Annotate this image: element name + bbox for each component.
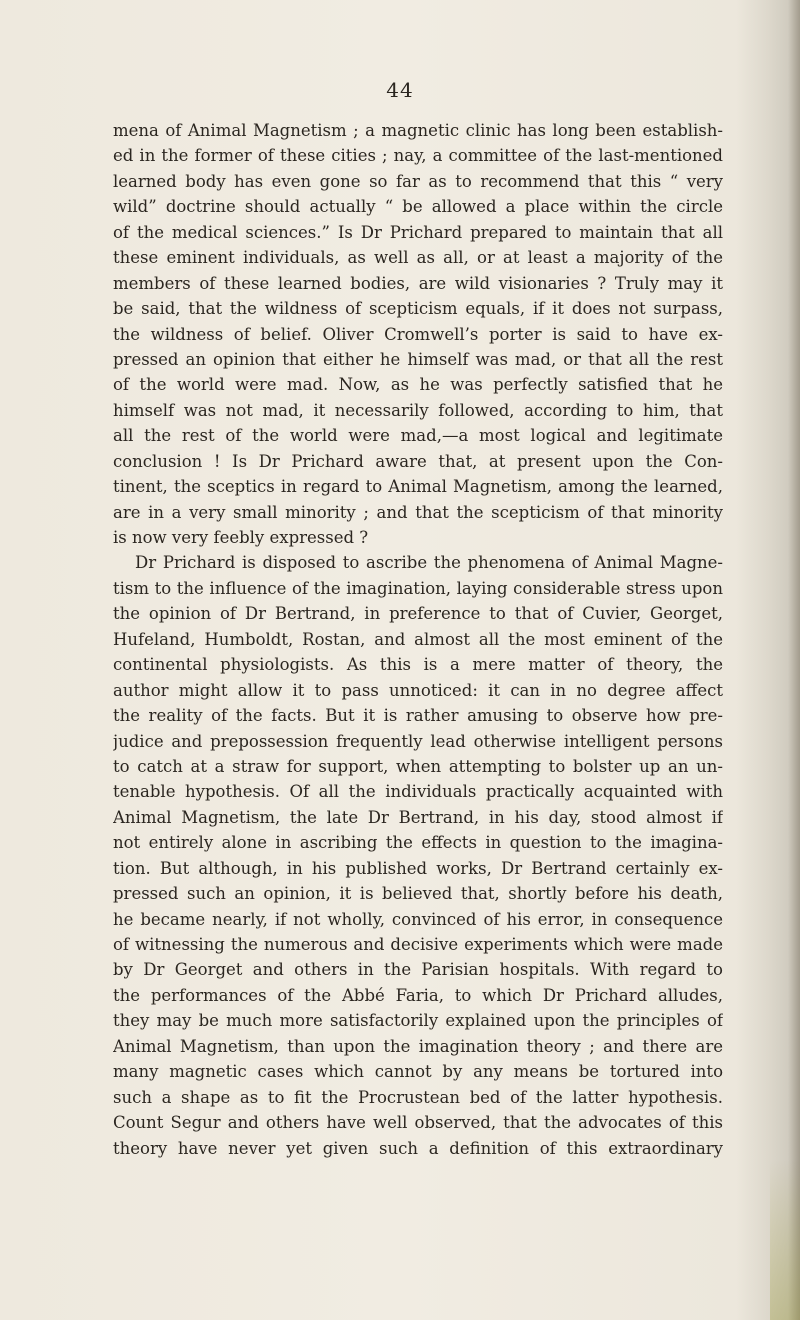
page-corner-stain xyxy=(770,1160,800,1320)
text-line: to catch at a straw for support, when attempting to bolster up an un- xyxy=(113,756,723,776)
text-line: of the medical sciences.” Is Dr Prichard prepared to maintain that all xyxy=(113,222,723,242)
text-line: Count Segur and others have well observed, that the advocates of this xyxy=(113,1113,723,1133)
text-line: these eminent individuals, as well as all, or at least a majority of the xyxy=(113,248,723,268)
text-line: judice and prepossession frequently lead otherwise intelligent persons xyxy=(113,731,723,751)
text-line: pressed such an opinion, it is believed that, shortly before his death, xyxy=(113,884,723,904)
text-line: is now very feebly expressed ? xyxy=(113,528,369,547)
text-line: he became nearly, if not wholly, convinced of his error, in consequence xyxy=(113,909,723,929)
body-text xyxy=(113,118,723,1161)
text-line: tenable hypothesis. Of all the individuals practically acquainted with xyxy=(113,782,723,802)
text-line: author might allow it to pass unnoticed: it can in no degree affect xyxy=(113,680,723,700)
text-line: Hufeland, Humboldt, Rostan, and almost all the most eminent of the xyxy=(113,629,723,649)
text-line: by Dr Georget and others in the Parisian hospitals. With regard to xyxy=(113,960,723,980)
text-line: of the world were mad. Now, as he was perfectly satisfied that he xyxy=(113,375,723,395)
text-line: the opinion of Dr Bertrand, in preference to that of Cuvier, Georget, xyxy=(113,604,723,624)
text-line: are in a very small minority ; and that the scepticism of that minority xyxy=(113,502,723,522)
text-line: tion. But although, in his published works, Dr Bertrand certainly ex- xyxy=(113,858,723,878)
text-line: pressed an opinion that either he himself was mad, or that all the rest xyxy=(113,349,723,369)
text-line: ed in the former of these cities ; nay, a committee of the last-mentioned xyxy=(113,146,723,166)
text-line: mena of Animal Magnetism ; a magnetic clinic has long been establish- xyxy=(113,121,723,140)
text-line: they may be much more satisfactorily explained upon the principles of xyxy=(113,1011,723,1031)
page-number: 44 xyxy=(386,78,414,102)
text-line: theory have never yet given such a definition of this extraordinary xyxy=(113,1138,723,1158)
page-edge-shadow xyxy=(788,0,800,1320)
text-line: such a shape as to fit the Procrustean bed of the latter hypothesis. xyxy=(113,1087,723,1107)
text-line: not entirely alone in ascribing the effects in question to the imagina- xyxy=(113,833,723,853)
text-line: the wildness of belief. Oliver Cromwell’s porter is said to have ex- xyxy=(113,324,723,344)
text-line: continental physiologists. As this is a mere matter of theory, the xyxy=(113,655,723,675)
text-line: Animal Magnetism, the late Dr Bertrand, in his day, stood almost if xyxy=(113,807,723,827)
text-line: himself was not mad, it necessarily followed, according to him, that xyxy=(113,400,723,420)
text-line: be said, that the wildness of scepticism equals, if it does not surpass, xyxy=(113,299,723,319)
text-line: Animal Magnetism, than upon the imagination theory ; and there are xyxy=(113,1036,723,1056)
text-line: learned body has even gone so far as to recommend that this “ very xyxy=(113,171,723,191)
text-line: members of these learned bodies, are wild visionaries ? Truly may it xyxy=(113,273,723,293)
text-line: wild” doctrine should actually “ be allowed a place within the circle xyxy=(113,197,723,217)
text-line: tinent, the sceptics in regard to Animal Magnetism, among the learned, xyxy=(113,477,723,497)
text-line: all the rest of the world were mad,—a most logical and legitimate xyxy=(113,426,723,446)
text-line: many magnetic cases which cannot by any means be tortured into xyxy=(113,1062,723,1082)
text-line: of witnessing the numerous and decisive experiments which were made xyxy=(113,935,723,954)
text-line: tism to the influence of the imagination, laying considerable stress upon xyxy=(113,578,723,598)
text-line: the performances of the Abbé Faria, to which Dr Prichard alludes, xyxy=(113,985,723,1005)
text-line: conclusion ! Is Dr Prichard aware that, at present upon the Con- xyxy=(113,451,723,471)
text-line: Dr Prichard is disposed to ascribe the phenomena of Animal Magne- xyxy=(135,553,723,573)
text-line: the reality of the facts. But it is rather amusing to observe how pre- xyxy=(113,706,723,726)
